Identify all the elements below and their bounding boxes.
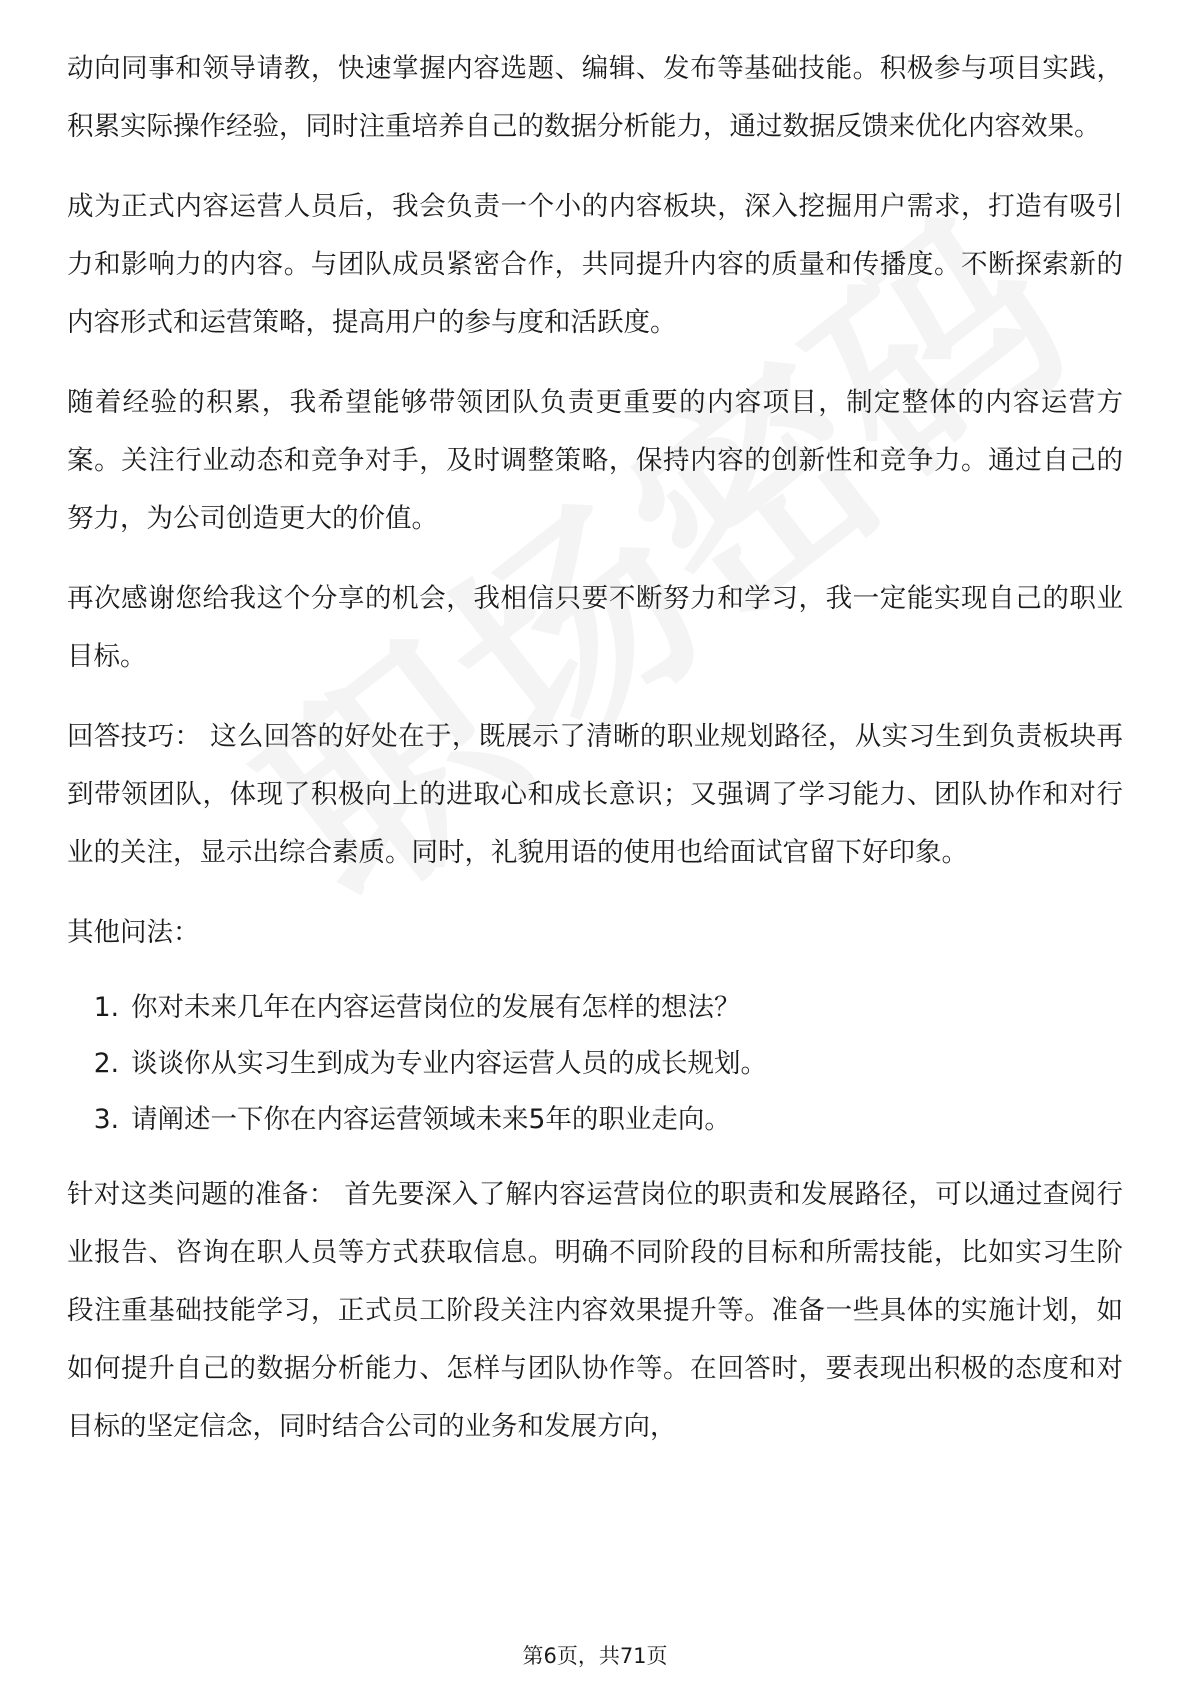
list-number: 3. bbox=[93, 1104, 119, 1135]
list-item bbox=[67, 980, 1123, 1036]
paragraph-other-questions: 其他问法： bbox=[67, 917, 200, 948]
list-item bbox=[67, 1092, 1123, 1148]
paragraph-thanks: 再次感谢您给我这个分享的机会，我相信只要不断努力和学习，我一定能实现自己的职业目标。 bbox=[67, 583, 1123, 672]
document-body bbox=[67, 40, 1123, 1478]
paragraph-lead-team: 随着经验的积累，我希望能够带领团队负责更重要的内容项目，制定整体的内容运营方案。关注行业动态和竞争对手，及时调整策略，保持内容的创新性和竞争力。通过自己的努力，为公司创造更大的价值。 bbox=[67, 387, 1123, 534]
list-text: 你对未来几年在内容运营岗位的发展有怎样的想法？ bbox=[131, 992, 741, 1023]
paragraph-preparation: 针对这类问题的准备： 首先要深入了解内容运营岗位的职责和发展路径，可以通过查阅行业报告、咨询在职人员等方式获取信息。明确不同阶段的目标和所需技能，比如实习生阶段注重基础技能学习，正式员工阶段关注内容效果提升等。准备一些具体的实施计划，如如何提升自己的数据分析能力、怎样与团队协作等。在回答时，要表现出积极的态度和对目标的坚定信念，同时结合公司的业务和发展方向， bbox=[67, 1179, 1123, 1442]
page-footer: 第6页，共71页 bbox=[522, 1644, 668, 1668]
paragraph-tips: 回答技巧： 这么回答的好处在于，既展示了清晰的职业规划路径，从实习生到负责板块再到带领团队，体现了积极向上的进取心和成长意识；又强调了学习能力、团队协作和对行业的关注，显示出综合素质。同时，礼貌用语的使用也给面试官留下好印象。 bbox=[67, 721, 1123, 868]
paragraph-formal-role: 成为正式内容运营人员后，我会负责一个小的内容板块，深入挖掘用户需求，打造有吸引力和影响力的内容。与团队成员紧密合作，共同提升内容的质量和传播度。不断探索新的内容形式和运营策略，提高用户的参与度和活跃度。 bbox=[67, 191, 1123, 338]
paragraph-learning: 动向同事和领导请教，快速掌握内容选题、编辑、发布等基础技能。积极参与项目实践，积累实际操作经验，同时注重培养自己的数据分析能力，通过数据反馈来优化内容效果。 bbox=[67, 53, 1123, 142]
list-text: 请阐述一下你在内容运营领域未来5年的职业走向。 bbox=[131, 1104, 731, 1135]
list-item bbox=[67, 1036, 1123, 1092]
question-list bbox=[67, 980, 1123, 1148]
list-number: 1. bbox=[93, 992, 119, 1023]
list-text: 谈谈你从实习生到成为专业内容运营人员的成长规划。 bbox=[131, 1048, 767, 1079]
list-number: 2. bbox=[93, 1048, 119, 1079]
